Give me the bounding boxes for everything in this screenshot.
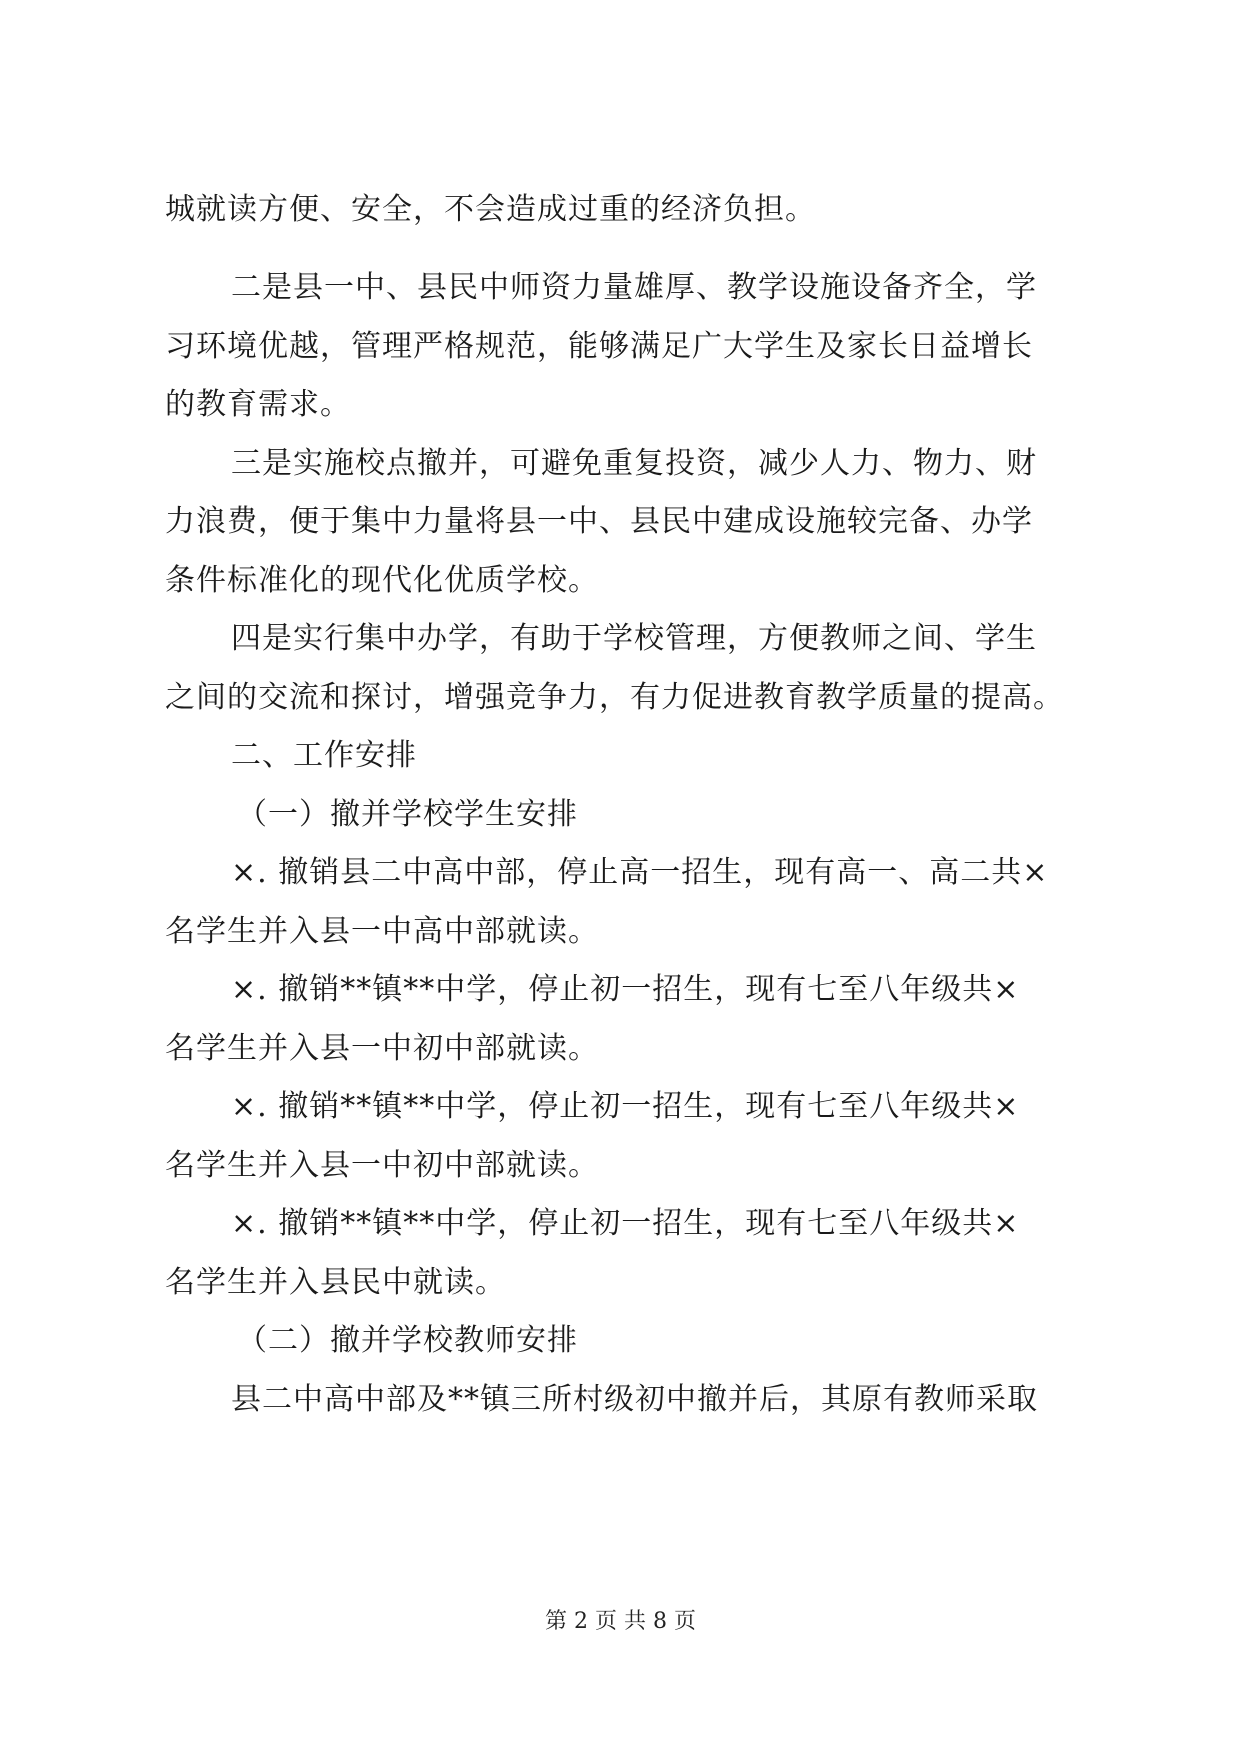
body-line-16: ×. 撤销**镇**中学，停止初一招生，现有七至八年级共× — [231, 1089, 1020, 1124]
body-line-17: 名学生并入县一中初中部就读。 — [165, 1148, 599, 1183]
body-line-14: ×. 撤销**镇**中学，停止初一招生，现有七至八年级共× — [231, 972, 1020, 1007]
section-heading: 二、工作安排 — [231, 738, 417, 773]
body-line-5: 三是实施校点撤并，可避免重复投资，减少人力、物力、财 — [231, 446, 1037, 481]
body-line-2: 二是县一中、县民中师资力量雄厚、教学设施设备齐全，学 — [231, 270, 1037, 305]
body-line-8: 四是实行集中办学，有助于学校管理，方便教师之间、学生 — [231, 621, 1037, 656]
body-line-19: 名学生并入县民中就读。 — [165, 1265, 506, 1300]
body-line-21: 县二中高中部及**镇三所村级初中撤并后，其原有教师采取 — [231, 1382, 1038, 1417]
body-line-18: ×. 撤销**镇**中学，停止初一招生，现有七至八年级共× — [231, 1206, 1020, 1241]
body-line-4: 的教育需求。 — [165, 387, 351, 422]
subsection-heading-1: （一）撤并学校学生安排 — [237, 797, 578, 832]
body-line-3: 习环境优越，管理严格规范，能够满足广大学生及家长日益增长 — [165, 329, 1033, 364]
body-line-12: ×. 撤销县二中高中部，停止高一招生，现有高一、高二共× — [231, 855, 1049, 890]
body-line-1: 城就读方便、安全，不会造成过重的经济负担。 — [165, 192, 816, 227]
body-line-7: 条件标准化的现代化优质学校。 — [165, 563, 599, 598]
body-line-13: 名学生并入县一中高中部就读。 — [165, 914, 599, 949]
subsection-heading-2: （二）撤并学校教师安排 — [237, 1323, 578, 1358]
body-line-15: 名学生并入县一中初中部就读。 — [165, 1031, 599, 1066]
page-number-footer: 第 2 页 共 8 页 — [545, 1609, 696, 1634]
body-line-9: 之间的交流和探讨，增强竞争力，有力促进教育教学质量的提高。 — [165, 680, 1064, 715]
body-line-6: 力浪费，便于集中力量将县一中、县民中建成设施较完备、办学 — [165, 504, 1033, 539]
